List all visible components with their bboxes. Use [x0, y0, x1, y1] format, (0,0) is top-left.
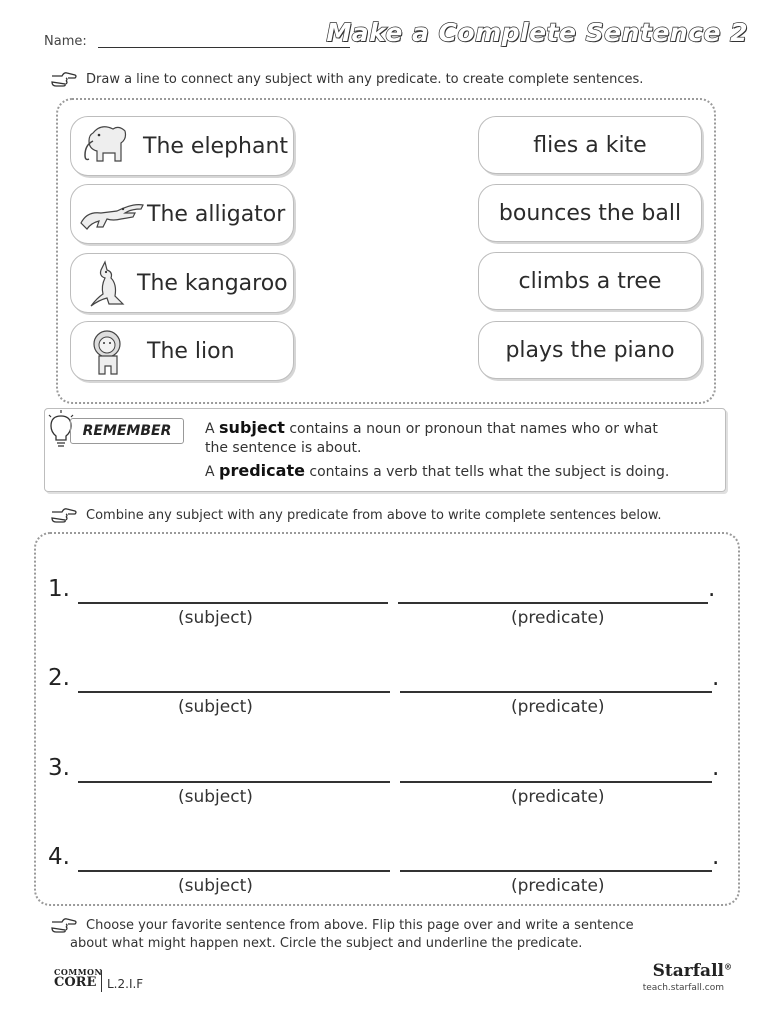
predicate-label: bounces the ball	[498, 200, 682, 226]
predicate-line[interactable]	[398, 602, 708, 604]
predicate-card-tree[interactable]	[478, 252, 702, 310]
subject-card-lion[interactable]	[70, 321, 294, 381]
kangaroo-icon	[79, 258, 135, 310]
sentence-number: 4.	[48, 844, 70, 870]
page-title: Make a Complete Sentence 2	[326, 18, 748, 47]
site-url: teach.starfall.com	[642, 983, 724, 993]
subject-label: The kangaroo	[137, 270, 288, 296]
instruction-favorite	[50, 916, 634, 934]
predicate-line[interactable]	[400, 781, 712, 783]
name-field[interactable]	[98, 47, 350, 48]
subject-line[interactable]	[78, 691, 390, 693]
sentence-period: .	[712, 665, 720, 691]
predicate-line[interactable]	[400, 691, 712, 693]
sentence-number: 1.	[48, 576, 70, 602]
pointing-hand-icon	[50, 506, 78, 524]
starfall-logo: Starfall®	[652, 961, 732, 981]
subject-line[interactable]	[78, 870, 390, 872]
subject-definition: A subject contains a noun or pronoun that names who or what	[205, 418, 658, 437]
sentence-period: .	[708, 576, 716, 602]
pointing-hand-icon	[50, 70, 78, 88]
sentence-number: 2.	[48, 665, 70, 691]
subject-label: The elephant	[143, 133, 289, 159]
pointing-hand-icon	[50, 916, 78, 934]
sentence-period: .	[712, 755, 720, 781]
common-core-logo: COMMON CORE	[54, 967, 103, 990]
name-label: Name:	[44, 34, 87, 49]
predicate-caption: (predicate)	[511, 876, 605, 896]
instruction-draw-line	[50, 70, 643, 88]
sentence-period: .	[712, 844, 720, 870]
instruction-text: Combine any subject with any predicate from above to write complete sentences below.	[86, 507, 662, 523]
predicate-card-piano[interactable]	[478, 321, 702, 379]
sentence-area	[34, 532, 740, 906]
subject-caption: (subject)	[178, 608, 253, 628]
predicate-caption: (predicate)	[511, 787, 605, 807]
predicate-card-ball[interactable]	[478, 184, 702, 242]
sentence-number: 3.	[48, 755, 70, 781]
instruction-text: Choose your favorite sentence from above. Flip this page over and write a sentence	[86, 917, 634, 933]
subject-line[interactable]	[78, 781, 390, 783]
subject-caption: (subject)	[178, 697, 253, 717]
subject-caption: (subject)	[178, 787, 253, 807]
predicate-caption: (predicate)	[511, 608, 605, 628]
subject-term: subject	[219, 418, 285, 437]
subject-label: The alligator	[147, 201, 286, 227]
predicate-caption: (predicate)	[511, 697, 605, 717]
instruction-combine	[50, 506, 662, 524]
instruction-text: Draw a line to connect any subject with any predicate. to create complete sentences.	[86, 71, 644, 87]
predicate-card-kite[interactable]	[478, 116, 702, 174]
subject-definition-cont: the sentence is about.	[205, 440, 362, 456]
subject-card-elephant[interactable]	[70, 116, 294, 176]
subject-line[interactable]	[78, 602, 388, 604]
alligator-icon	[77, 189, 147, 235]
subject-label: The lion	[147, 338, 235, 364]
predicate-definition: A predicate contains a verb that tells what the subject is doing.	[205, 461, 670, 480]
divider	[101, 970, 102, 992]
elephant-icon	[79, 121, 135, 171]
predicate-label: climbs a tree	[518, 268, 662, 294]
subject-caption: (subject)	[178, 876, 253, 896]
instruction-favorite-cont: about what might happen next. Circle the subject and underline the predicate.	[70, 936, 583, 951]
predicate-label: plays the piano	[505, 337, 675, 363]
predicate-line[interactable]	[400, 870, 712, 872]
subject-card-alligator[interactable]	[70, 184, 294, 244]
lion-icon	[79, 326, 135, 378]
predicate-term: predicate	[219, 461, 305, 480]
predicate-label: flies a kite	[533, 132, 647, 158]
remember-tag: REMEMBER	[70, 418, 184, 444]
subject-card-kangaroo[interactable]	[70, 253, 294, 313]
standard-code: L.2.I.F	[107, 977, 144, 991]
